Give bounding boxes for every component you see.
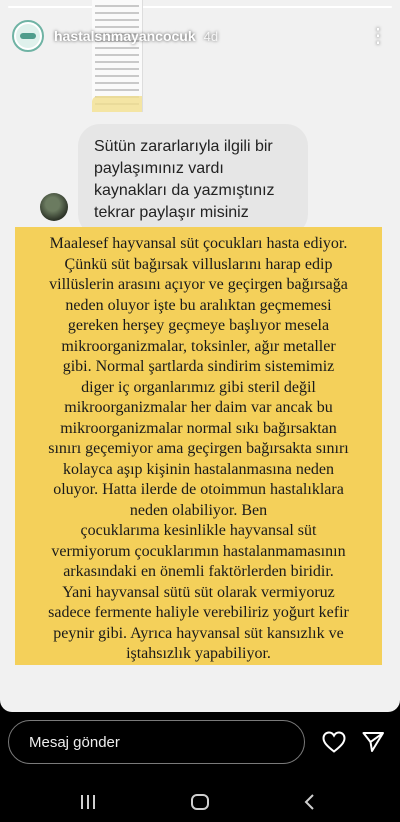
story-text-line: gereken herşey geçmeye başlıyor mesela — [67, 317, 330, 334]
story-text-line: neden olabiliyor. Ben — [129, 501, 268, 519]
story-text-line: iştahsızlık yapabiliyor. — [126, 645, 271, 662]
story-text-line: Maalesef hayvansal süt çocukları hasta ediyor. — [49, 235, 348, 252]
story-text-line: mikroorganizmalar, toksinler, ağır metaller — [61, 337, 336, 355]
username[interactable]: hastalsnmayancocuk — [54, 28, 196, 44]
story-text-line: Yani hayvansal sütü süt olarak vermiyoruz — [62, 583, 335, 601]
story-progress-bar — [8, 6, 392, 8]
home-icon[interactable] — [188, 790, 212, 814]
story-text-line: sınırı geçemiyor ama geçirgen bağırsakta sınırı — [48, 440, 349, 457]
story-text-line: Çünkü süt bağırsak villuslarını harap edip — [64, 255, 333, 273]
recents-icon[interactable] — [80, 790, 96, 814]
story-text-line: neden oluyor işte bu aralıktan geçmemesi — [65, 296, 332, 314]
story-text-line: vermiyorum çocuklarımın hastalanmamasının — [51, 542, 346, 560]
story-text-line: çocuklarıma kesinlikle hayvansal süt — [80, 522, 317, 539]
story-text-line: gibi. Normal şartlarda sindirim sistemimiz — [62, 358, 335, 375]
story-text-line: peynir gibi. Ayrıca hayvansal süt kansızlık ve — [53, 624, 344, 642]
story-text-line: mikroorganizmalar her daim var ancak bu — [64, 399, 333, 416]
embedded-chat-screenshot — [92, 0, 143, 112]
message-input[interactable] — [8, 720, 305, 764]
story-text-line: mikroorganizmalar normal sıkı bağırsaktan — [60, 419, 337, 437]
back-icon[interactable] — [302, 790, 318, 814]
story-text-line: arkasındaki en önemli faktörlerden biridir. — [63, 563, 334, 580]
more-vertical-icon[interactable]: ⋮ — [368, 25, 388, 47]
story-text-line: diger iç organlarımız gibi steril değil — [81, 378, 316, 396]
question-bubble: Sütün zararlarıyla ilgili bir paylaşımınız vardı kaynakları da yazmıştınız tekrar paylaşır misiniz — [78, 124, 308, 236]
story-header — [12, 18, 388, 54]
story-text-box — [15, 227, 382, 665]
heart-icon[interactable] — [322, 731, 346, 753]
story-text-line: oluyor. Hatta ilerde de otoimmun hastalıklara — [53, 481, 344, 498]
message-placeholder: Mesaj gönder — [29, 733, 120, 751]
story-timestamp: 4d — [203, 28, 219, 44]
story-text-line: villüslerin arasını açıyor ve geçirgen bağırsağa — [49, 276, 348, 293]
story-text-line: kolayca aşıp kişinin hastalanmasına neden — [62, 460, 335, 478]
story-text-line: sadece fermente haliyle verebiliriz yoğurt kefir — [48, 604, 349, 621]
send-icon[interactable] — [361, 730, 385, 754]
commenter-avatar — [40, 193, 68, 221]
bottom-bar — [0, 712, 400, 822]
avatar[interactable] — [12, 20, 44, 52]
story-progress-fill — [8, 6, 392, 8]
